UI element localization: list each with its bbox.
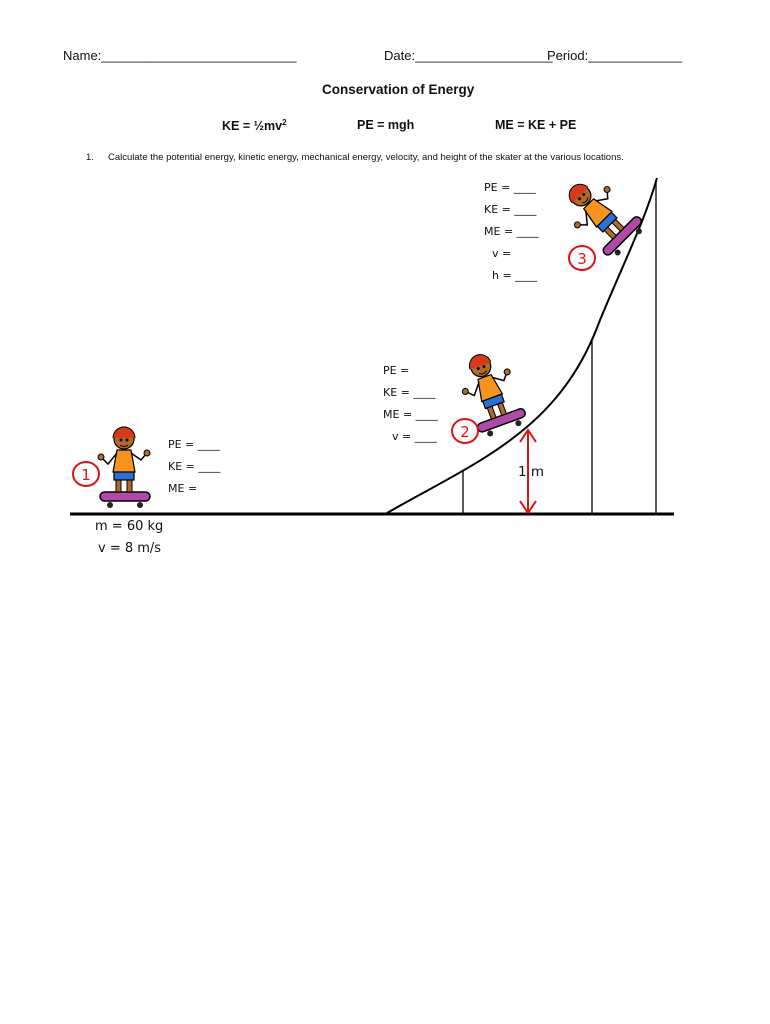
- badge-3: 3: [577, 250, 587, 268]
- name-field[interactable]: Name:___________________________: [63, 48, 297, 63]
- formula-ke-exponent: 2: [282, 118, 287, 127]
- badge-1: 1: [81, 466, 91, 484]
- skater3-pe[interactable]: PE = ____: [484, 181, 536, 194]
- skater2-me[interactable]: ME = ____: [383, 408, 438, 421]
- given-velocity: v = 8 m/s: [98, 541, 162, 556]
- badge-2: 2: [460, 423, 470, 441]
- formula-me: ME = KE + PE: [495, 118, 577, 132]
- page-title: Conservation of Energy: [322, 82, 475, 97]
- given-mass: m = 60 kg: [95, 519, 164, 534]
- date-field[interactable]: Date:___________________: [384, 48, 553, 63]
- skater3-v[interactable]: v =: [492, 247, 512, 260]
- skater3-me[interactable]: ME = ____: [484, 225, 539, 238]
- formula-ke-text: KE = ½mv: [222, 119, 283, 134]
- skater-3-figure: [554, 169, 648, 263]
- skater2-pe[interactable]: PE =: [383, 364, 410, 377]
- period-field[interactable]: Period:_____________: [547, 48, 683, 63]
- question-text: Calculate the potential energy, kinetic energy, mechanical energy, velocity, and height of the skater at the various locations.: [108, 152, 624, 163]
- skater1-ke[interactable]: KE = ____: [168, 460, 221, 473]
- formula-pe: PE = mgh: [357, 118, 415, 132]
- skater1-me[interactable]: ME =: [168, 482, 198, 495]
- skater1-pe[interactable]: PE = ____: [168, 438, 220, 451]
- skater3-ke[interactable]: KE = ____: [484, 203, 537, 216]
- skater-1-figure: [98, 427, 150, 508]
- skater2-v[interactable]: v = ____: [392, 430, 437, 443]
- height-marker-label: 1 m: [518, 464, 545, 480]
- skater2-ke[interactable]: KE = ____: [383, 386, 436, 399]
- question-number: 1.: [86, 152, 94, 163]
- skater3-h[interactable]: h = ____: [492, 269, 538, 282]
